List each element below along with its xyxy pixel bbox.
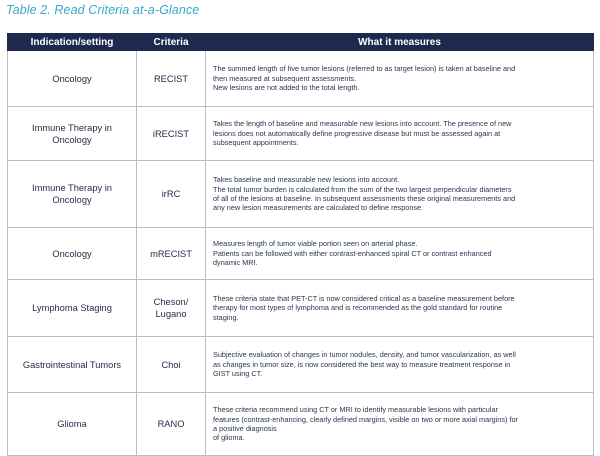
- table-row: [8, 393, 594, 456]
- criteria-text: mRECIST: [150, 248, 192, 259]
- measure-cell: [206, 337, 594, 393]
- measure-text: as changes in tumor size, is now considered the best way to measure treatment response in: [213, 359, 511, 369]
- measure-text: Takes baseline and measurable new lesions into account.: [213, 175, 400, 185]
- measure-text: New lesions are not added to the total length.: [213, 83, 360, 93]
- indication-cell: [8, 337, 137, 393]
- table-row: [8, 161, 594, 228]
- indication-text: Oncology: [52, 134, 92, 145]
- measure-cell: [206, 393, 594, 456]
- measure-text: then measured at subsequent assessments.: [213, 73, 357, 83]
- indication-text: Gastrointestinal Tumors: [22, 359, 122, 370]
- criteria-table: [7, 33, 594, 456]
- indication-cell: [8, 228, 137, 280]
- table-row: [8, 280, 594, 337]
- criteria-cell: [137, 161, 206, 228]
- measure-text: These criteria recommend using CT or MRI to identify measurable lesions with particular: [213, 405, 498, 415]
- criteria-cell: [137, 393, 206, 456]
- indication-cell: [8, 161, 137, 228]
- table-row: [8, 228, 594, 280]
- header-indication-setting: Indication/setting: [8, 34, 137, 51]
- criteria-text: Choi: [161, 359, 181, 370]
- measure-cell: [206, 51, 594, 107]
- measure-text: GIST using CT.: [213, 369, 263, 379]
- table-header-row: [8, 34, 594, 51]
- table-row: [8, 107, 594, 161]
- measure-text: staging.: [213, 312, 239, 322]
- indication-text: Immune Therapy in: [32, 122, 112, 133]
- criteria-cell: [137, 107, 206, 161]
- table-row: [8, 51, 594, 107]
- measure-text: subsequent appointments.: [213, 138, 299, 148]
- indication-text: Glioma: [57, 419, 87, 429]
- indication-text: Immune Therapy in: [32, 183, 112, 193]
- measure-cell: [206, 161, 594, 228]
- criteria-text: iRECIST: [152, 128, 190, 139]
- measure-cell: [206, 280, 594, 337]
- indication-text: Oncology: [52, 73, 92, 84]
- indication-cell: [8, 280, 137, 337]
- criteria-text: RECIST: [153, 73, 189, 84]
- criteria-cell: [137, 280, 206, 337]
- indication-text: Oncology: [52, 195, 92, 205]
- table-row: [8, 337, 594, 393]
- measure-text: Measures length of tumor viable portion seen on arterial phase.: [213, 239, 418, 249]
- measure-text: Subjective evaluation of changes in tumor nodules, density, and tumor vascularization, as well: [213, 350, 516, 360]
- table-caption: Table 2. Read Criteria at-a-Glance: [6, 3, 200, 17]
- measure-text: Patients can be followed with either contrast-enhanced spiral CT or contrast enhanced: [213, 248, 492, 258]
- header-what-it-measures: What it measures: [206, 34, 594, 51]
- criteria-cell: [137, 228, 206, 280]
- criteria-text: Cheson/: [153, 297, 189, 307]
- measure-text: These criteria state that PET-CT is now considered critical as a baseline measurement before: [213, 293, 515, 303]
- indication-cell: [8, 107, 137, 161]
- measure-cell: [206, 107, 594, 161]
- measure-cell: [206, 228, 594, 280]
- measure-text: dynamic MRI.: [213, 258, 258, 268]
- measure-text: lesions does not automatically define progressive disease but must be assessed again at: [213, 128, 501, 138]
- measure-text: Takes the length of baseline and measurable new lesions into account. The presence of new: [213, 119, 512, 129]
- measure-text: of glioma.: [213, 433, 245, 443]
- header-criteria: Criteria: [137, 34, 206, 51]
- measure-text: of all of the lesions at baseline. In subsequent assessments these original measurements and: [213, 194, 516, 203]
- measure-text: therapy for most types of lymphoma and is recommended as the gold standard for routine: [213, 303, 503, 313]
- indication-text: Oncology: [52, 248, 92, 259]
- criteria-cell: [137, 337, 206, 393]
- criteria-text: irRC: [161, 189, 181, 199]
- criteria-text: RANO: [157, 419, 185, 429]
- measure-text: The total tumor burden is calculated from the sum of the two largest perpendicular diameters: [213, 184, 512, 194]
- indication-cell: [8, 51, 137, 107]
- measure-text: features (contrast-enhancing, clearly defined margins, visible on two or more axial margins) for: [213, 414, 518, 424]
- measure-text: a positive diagnosis: [213, 424, 277, 433]
- indication-cell: [8, 393, 137, 456]
- measure-text: any new lesion measurements are calculated to define response.: [213, 203, 424, 213]
- criteria-cell: [137, 51, 206, 107]
- measure-text: The summed length of five tumor lesions (referred to as target lesion) is taken at baseline and: [213, 64, 516, 74]
- indication-text: Lymphoma Staging: [32, 303, 112, 313]
- criteria-text: Lugano: [155, 309, 187, 319]
